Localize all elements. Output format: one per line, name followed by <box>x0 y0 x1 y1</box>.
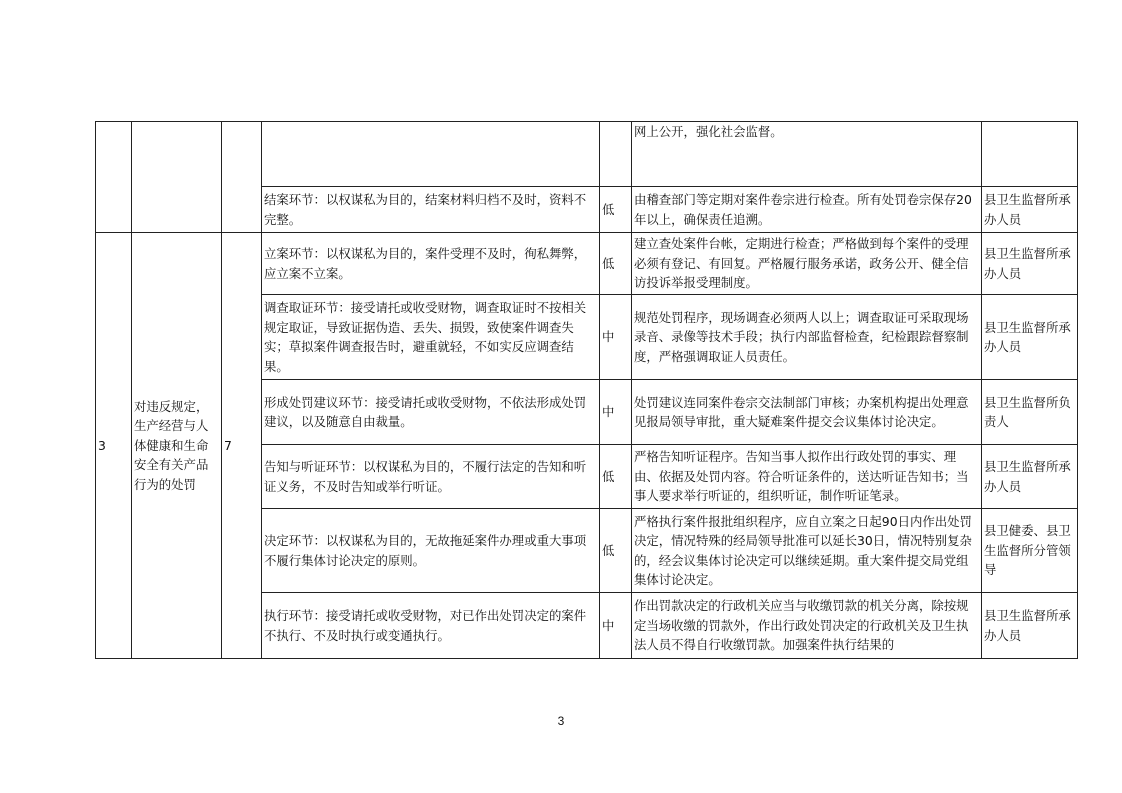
level-cell: 低 <box>600 445 632 509</box>
item-name-cell: 对违反规定，生产经营与人体健康和生命安全有关产品行为的处罚 <box>132 233 222 659</box>
owner-cell <box>982 122 1078 187</box>
measure-cell: 网上公开，强化社会监督。 <box>632 122 982 187</box>
table-row <box>96 233 1078 295</box>
risk-cell: 执行环节：接受请托或收受财物，对已作出处罚决定的案件不执行、不及时执行或变通执行。 <box>262 593 600 659</box>
level-cell: 低 <box>600 233 632 295</box>
measure-cell: 严格执行案件报批组织程序，应自立案之日起90日内作出处罚决定，情况特殊的经局领导批准可以延长30日，情况特别复杂的，经会议集体讨论决定可以继续延期。重大案件提交局党组集体讨论决定。 <box>632 509 982 593</box>
item-name-cell <box>132 122 222 233</box>
risk-cell: 决定环节：以权谋私为目的，无故拖延案件办理或重大事项不履行集体讨论决定的原则。 <box>262 509 600 593</box>
item-count-cell <box>222 122 262 233</box>
measure-cell: 建立查处案件台帐，定期进行检查；严格做到每个案件的受理必须有登记、有回复。严格履行服务承诺，政务公开、健全信访投诉举报受理制度。 <box>632 233 982 295</box>
owner-cell: 县卫生监督所承办人员 <box>982 233 1078 295</box>
risk-cell: 形成处罚建议环节：接受请托或收受财物，不依法形成处罚建议，以及随意自由裁量。 <box>262 380 600 445</box>
measure-cell: 处罚建议连同案件卷宗交法制部门审核；办案机构提出处理意见报局领导审批，重大疑难案件提交会议集体讨论决定。 <box>632 380 982 445</box>
owner-cell: 县卫生监督所承办人员 <box>982 593 1078 659</box>
item-number-cell: 3 <box>96 233 132 659</box>
risk-cell: 立案环节：以权谋私为目的，案件受理不及时，徇私舞弊，应立案不立案。 <box>262 233 600 295</box>
risk-table <box>95 121 1078 659</box>
level-cell: 低 <box>600 509 632 593</box>
risk-cell: 调查取证环节：接受请托或收受财物，调查取证时不按相关规定取证，导致证据伪造、丢失、损毁，致使案件调查失实；草拟案件调查报告时，避重就轻，不如实反应调查结果。 <box>262 295 600 380</box>
risk-cell: 告知与听证环节：以权谋私为目的，不履行法定的告知和听证义务，不及时告知或举行听证。 <box>262 445 600 509</box>
level-cell: 中 <box>600 295 632 380</box>
table-row <box>96 122 1078 187</box>
level-cell: 低 <box>600 187 632 233</box>
risk-cell <box>262 122 600 187</box>
page-number: 3 <box>557 714 565 728</box>
risk-cell: 结案环节：以权谋私为目的，结案材料归档不及时，资料不完整。 <box>262 187 600 233</box>
owner-cell: 县卫生监督所负责人 <box>982 380 1078 445</box>
owner-cell: 县卫生监督所承办人员 <box>982 295 1078 380</box>
owner-cell: 县卫生监督所承办人员 <box>982 445 1078 509</box>
measure-cell: 作出罚款决定的行政机关应当与收缴罚款的机关分离，除按规定当场收缴的罚款外，作出行政处罚决定的行政机关及卫生执法人员不得自行收缴罚款。加强案件执行结果的 <box>632 593 982 659</box>
level-cell <box>600 122 632 187</box>
owner-cell: 县卫健委、县卫生监督所分管领导 <box>982 509 1078 593</box>
level-cell: 中 <box>600 380 632 445</box>
item-count-cell: 7 <box>222 233 262 659</box>
level-cell: 中 <box>600 593 632 659</box>
item-number-cell <box>96 122 132 233</box>
measure-cell: 严格告知听证程序。告知当事人拟作出行政处罚的事实、理由、依据及处罚内容。符合听证条件的，送达听证告知书；当事人要求举行听证的，组织听证，制作听证笔录。 <box>632 445 982 509</box>
measure-cell: 规范处罚程序，现场调查必须两人以上；调查取证可采取现场录音、录像等技术手段；执行内部监督检查，纪检跟踪督察制度，严格强调取证人员责任。 <box>632 295 982 380</box>
measure-cell: 由稽查部门等定期对案件卷宗进行检查。所有处罚卷宗保存20年以上，确保责任追溯。 <box>632 187 982 233</box>
owner-cell: 县卫生监督所承办人员 <box>982 187 1078 233</box>
